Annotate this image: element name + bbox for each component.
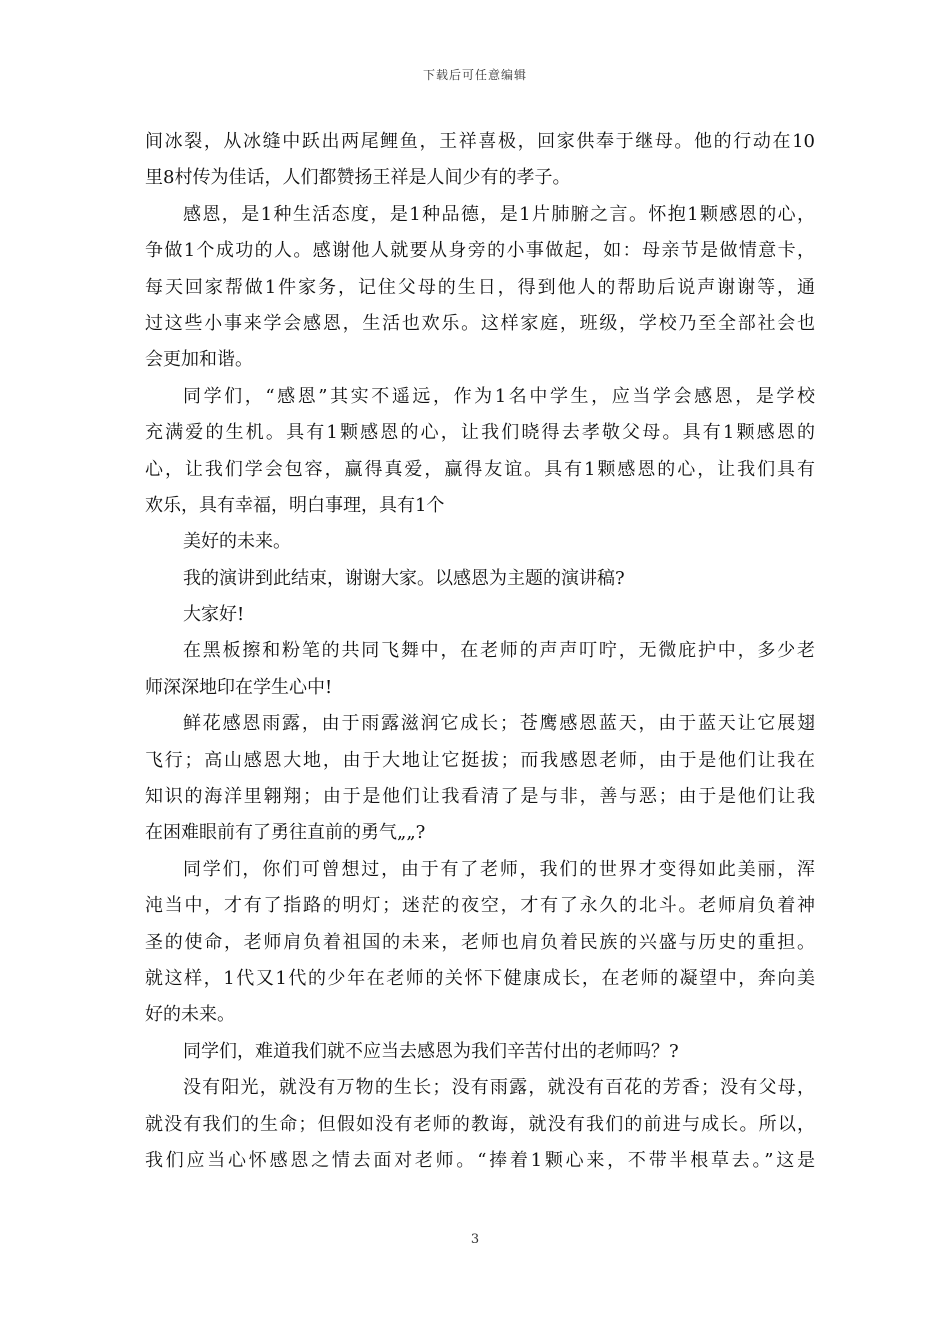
text-line: 感恩，是1种生活态度，是1种品德，是1片肺腑之言。怀抱1颗感恩的心， (183, 203, 815, 225)
text-line: 师深深地印在学生心中! (145, 676, 333, 698)
document-body (145, 124, 815, 1179)
text-line: 间冰裂，从冰缝中跃出两尾鲤鱼，王祥喜极，回家供奉于继母。他的行动在10 (145, 131, 815, 152)
text-line: 我们应当心怀感恩之情去面对老师。“捧着1颗心来，不带半根草去。”这是 (145, 1149, 815, 1171)
text-line: 同学们，难道我们就不应当去感恩为我们辛苦付出的老师吗？? (183, 1040, 679, 1062)
text-line: 在黑板擦和粉笔的共同飞舞中，在老师的声声叮咛，无微庇护中，多少老 (183, 640, 815, 662)
text-line: 美好的未来。 (183, 531, 291, 553)
text-line: 每天回家帮做1件家务，记住父母的生日，得到他人的帮助后说声谢谢等，通 (145, 276, 815, 298)
text-line: 圣的使命，老师肩负着祖国的未来，老师也肩负着民族的兴盛与历史的重担。 (145, 931, 815, 953)
text-line: 同学们，“感恩”其实不遥远，作为1名中学生，应当学会感恩，是学校 (183, 385, 815, 407)
text-line: 飞行；高山感恩大地，由于大地让它挺拔；而我感恩老师，由于是他们让我在 (145, 749, 815, 771)
text-line: 同学们，你们可曾想过，由于有了老师，我们的世界才变得如此美丽，浑 (183, 858, 815, 880)
text-line: 我的演讲到此结束，谢谢大家。以感恩为主题的演讲稿? (183, 567, 625, 589)
text-line: 充满爱的生机。具有1颗感恩的心，让我们晓得去孝敬父母。具有1颗感恩的 (145, 422, 815, 444)
text-line: 鲜花感恩雨露，由于雨露滋润它成长；苍鹰感恩蓝天，由于蓝天让它展翅 (183, 713, 815, 735)
text-line: 好的未来。 (145, 1004, 235, 1026)
text-line: 沌当中，才有了指路的明灯；迷茫的夜空，才有了永久的北斗。老师肩负着神 (145, 895, 815, 917)
text-line: 知识的海洋里翱翔；由于是他们让我看清了是与非，善与恶；由于是他们让我 (145, 786, 815, 808)
text-line: 里8村传为佳话，人们都赞扬王祥是人间少有的孝子。 (145, 167, 571, 189)
text-line: 争做1个成功的人。感谢他人就要从身旁的小事做起，如：母亲节是做情意卡， (145, 240, 815, 262)
text-line: 心，让我们学会包容，赢得真爱，赢得友谊。具有1颗感恩的心，让我们具有 (145, 458, 815, 480)
text-line: 就没有我们的生命；但假如没有老师的教诲，就没有我们的前进与成长。所以， (145, 1113, 815, 1135)
text-line: 没有阳光，就没有万物的生长；没有雨露，就没有百花的芳香；没有父母， (183, 1077, 815, 1099)
page-header: 下载后可任意编辑 (422, 68, 527, 82)
text-line: 会更加和谐。 (145, 349, 253, 371)
text-line: 在困难眼前有了勇往直前的勇气„„? (145, 822, 426, 844)
text-line: 过这些小事来学会感恩，生活也欢乐。这样家庭，班级，学校乃至全部社会也 (145, 312, 815, 334)
text-line: 大家好! (183, 604, 245, 626)
page-number: 3 (470, 1232, 480, 1247)
text-line: 就这样，1代又1代的少年在老师的关怀下健康成长，在老师的凝望中，奔向美 (145, 967, 815, 989)
text-line: 欢乐，具有幸福，明白事理，具有1个 (145, 494, 445, 516)
